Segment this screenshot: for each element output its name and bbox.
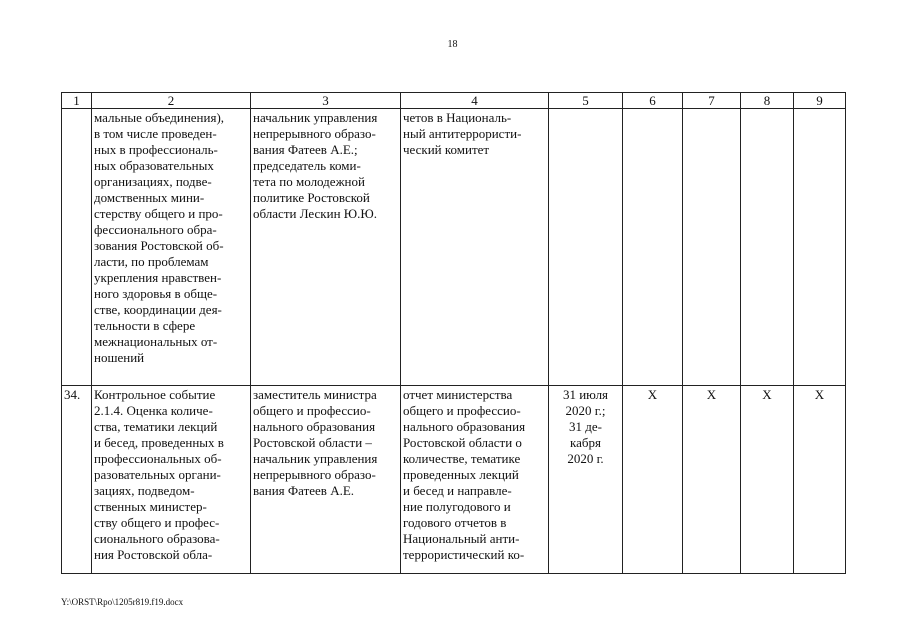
column-number: 4 — [401, 93, 549, 109]
column-number: 7 — [683, 93, 741, 109]
column-number: 5 — [549, 93, 623, 109]
table-row — [62, 386, 846, 574]
deadline-cell — [549, 109, 623, 386]
column-number: 2 — [92, 93, 251, 109]
column-number: 9 — [794, 93, 846, 109]
file-path-footer: Y:\ORST\Rpo\1205r819.f19.docx — [61, 597, 184, 607]
mark-cell — [741, 109, 794, 386]
event-description-cell: мальные объединения), в том числе проведен- ных в профессиональ- ных образовательных организациях, подве- домственных мини- стерству общего и про- фессионального обра- зования Ростовской об- ласти, по проблемам укрепления нравствен- ного здоровья в обще- стве, координации дея- тельности в сфере межнациональных от- ношений — [92, 109, 251, 386]
mark-cell — [794, 109, 846, 386]
row-number-cell — [62, 109, 92, 386]
mark-cell — [683, 109, 741, 386]
row-number-cell: 34. — [62, 386, 92, 574]
event-description-cell: Контрольное событие 2.1.4. Оценка количе- ства, тематики лекций и бесед, проведенных в профессиональных об- разовательных органи- зациях, подведом- ственных министер- ству общего и профес- сионального образова- ния Ростовской обла- — [92, 386, 251, 574]
mark-cell: X — [683, 386, 741, 574]
table-row — [62, 109, 846, 386]
page-number: 18 — [447, 39, 458, 50]
column-number: 8 — [741, 93, 794, 109]
mark-cell — [623, 109, 683, 386]
column-number: 3 — [251, 93, 401, 109]
mark-cell: X — [794, 386, 846, 574]
plan-table — [61, 92, 846, 574]
mark-cell: X — [741, 386, 794, 574]
column-number: 6 — [623, 93, 683, 109]
mark-cell: X — [623, 386, 683, 574]
column-number: 1 — [62, 93, 92, 109]
result-cell: отчет министерства общего и профессио- нального образования Ростовской области о количестве, тематике проведенных лекций и бесед и направле- ние полугодового и годового отчетов в Национальный анти- террористический ко- — [401, 386, 549, 574]
deadline-cell: 31 июля 2020 г.; 31 де- кабря 2020 г. — [549, 386, 623, 574]
responsible-cell: заместитель министра общего и профессио- нального образования Ростовской области – начальник управления непрерывного образо- вания Фатеев А.Е. — [251, 386, 401, 574]
column-number-row — [62, 93, 846, 109]
result-cell: четов в Националь- ный антитеррористи- ческий комитет — [401, 109, 549, 386]
responsible-cell: начальник управления непрерывного образо- вания Фатеев А.Е.; председатель коми- тета по молодежной политике Ростовской области Лескин Ю.Ю. — [251, 109, 401, 386]
